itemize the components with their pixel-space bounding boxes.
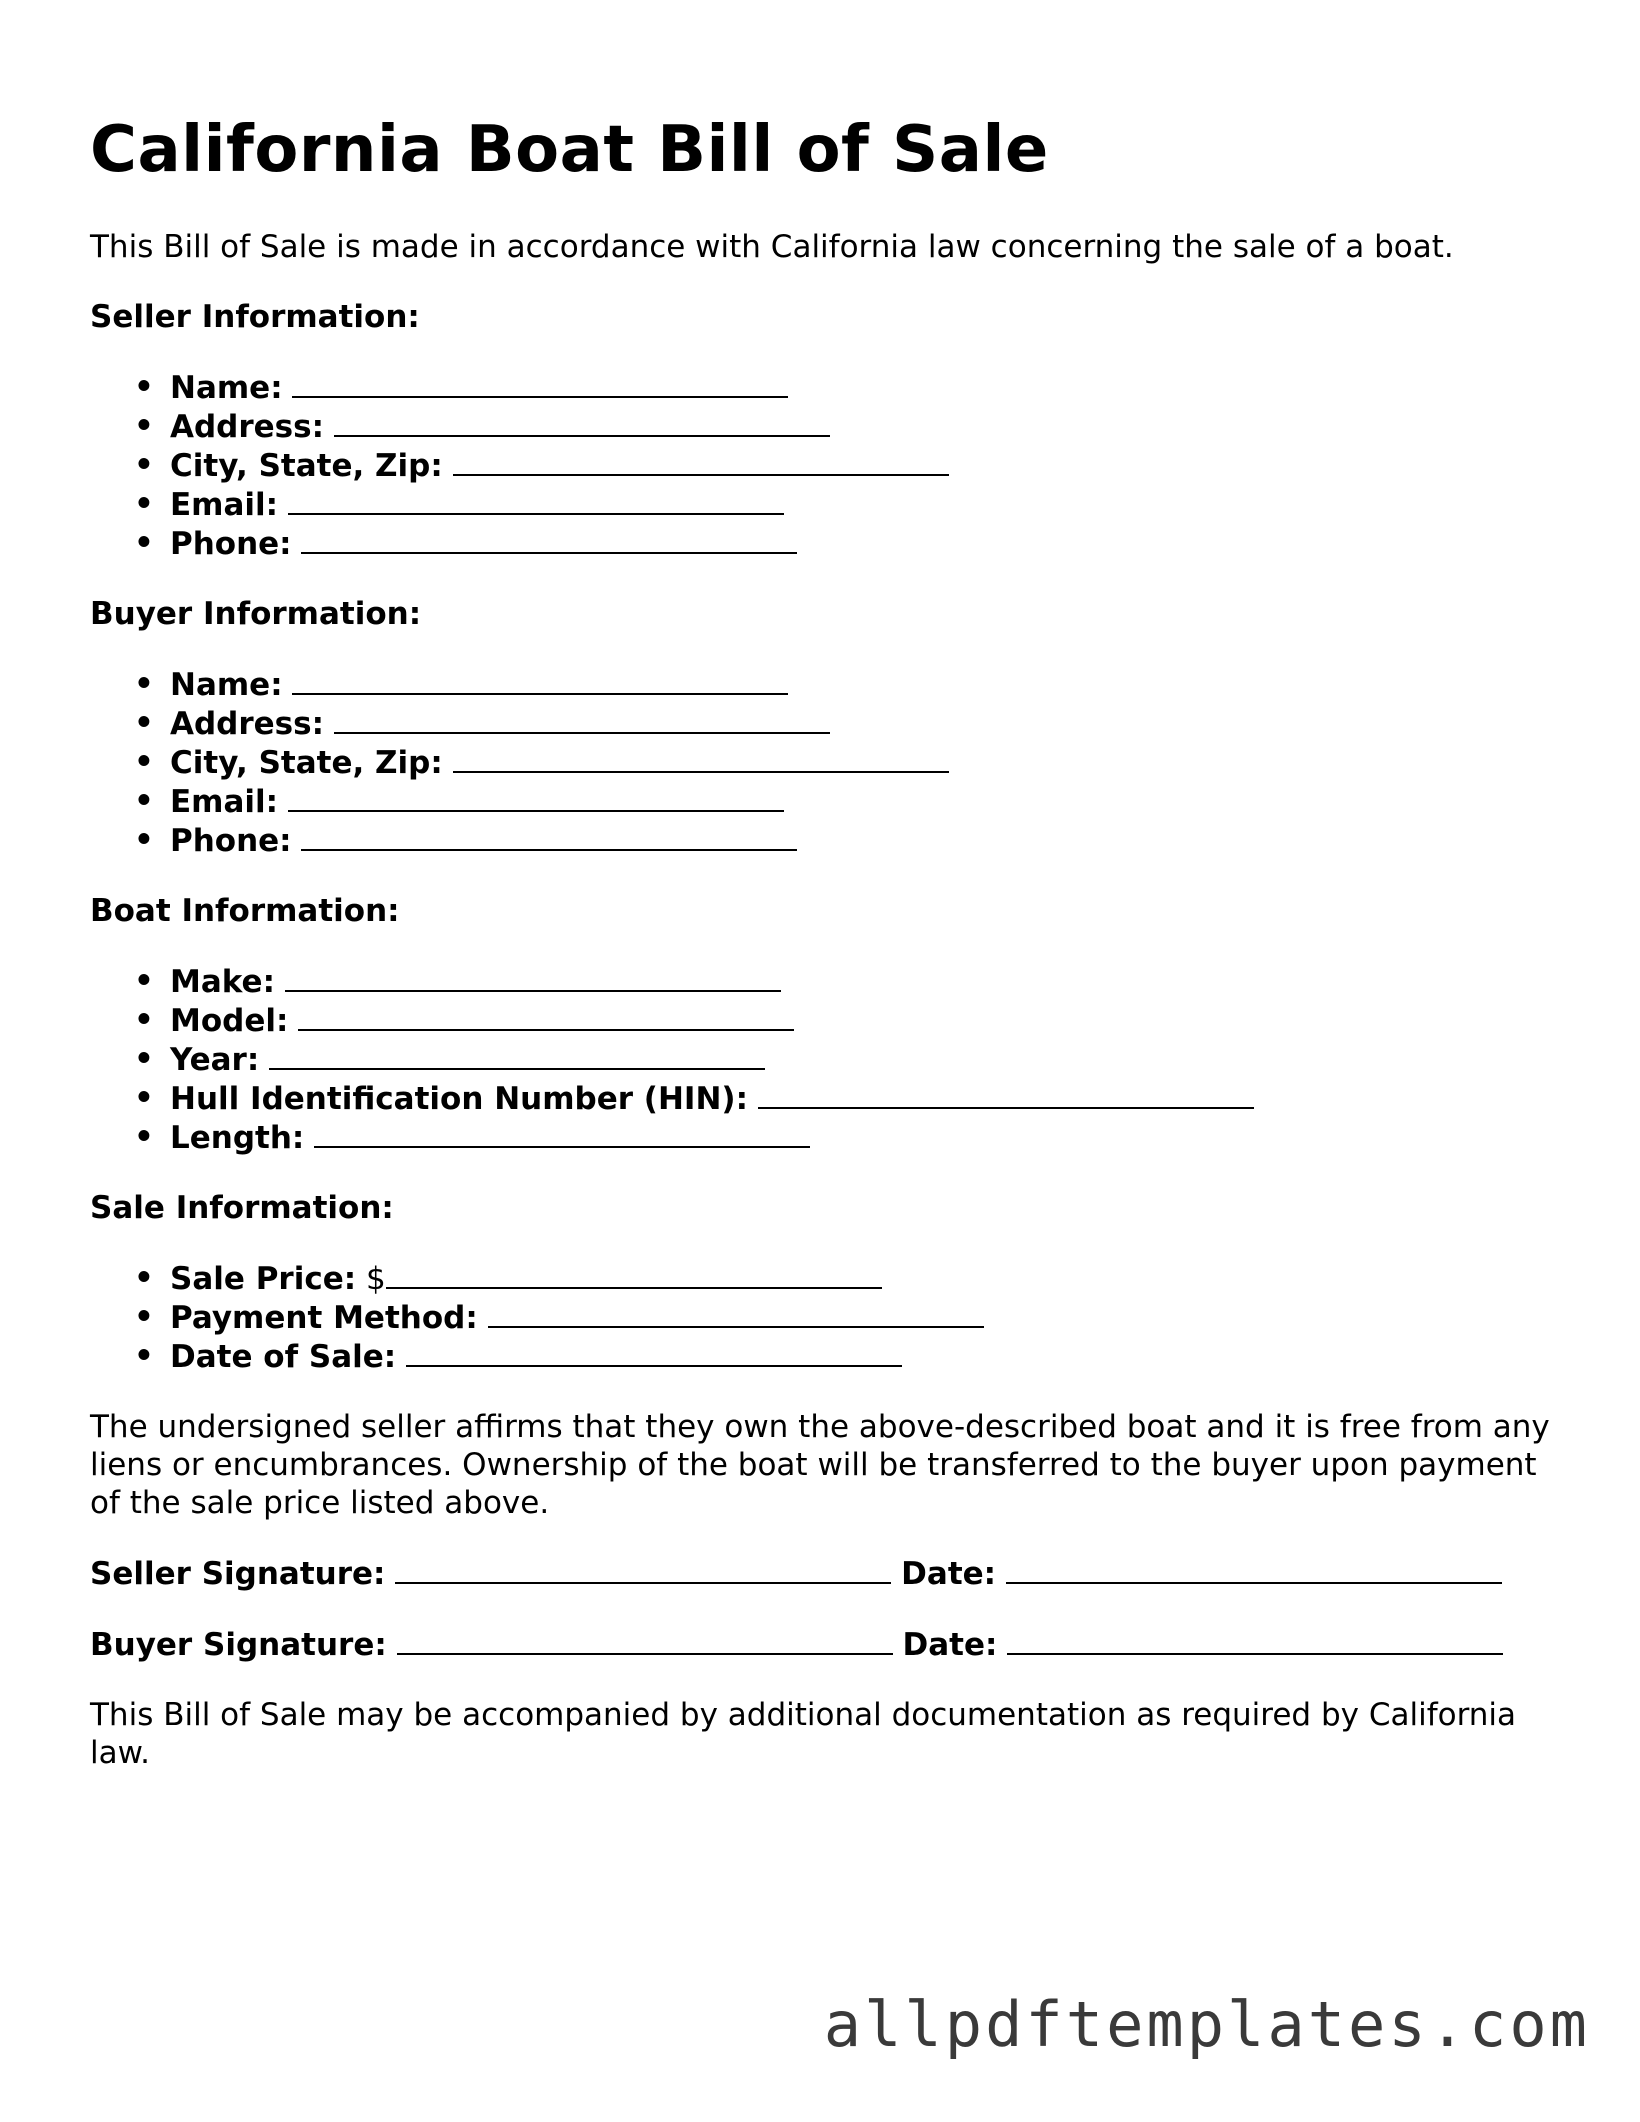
seller-address-item	[90, 407, 1570, 446]
buyer-phone-item	[90, 821, 1570, 860]
bullet-icon: •	[134, 822, 154, 858]
bullet-icon: •	[134, 408, 154, 444]
bill-of-sale-document	[90, 108, 1570, 1772]
payment-method-blank[interactable]	[488, 1298, 984, 1328]
field-label: Email:	[170, 784, 279, 820]
payment-method-item	[90, 1298, 1570, 1337]
buyer-signature-line	[90, 1625, 1570, 1664]
page-title: California Boat Bill of Sale	[90, 113, 1049, 187]
seller-section-heading: Seller Information:	[90, 299, 420, 335]
buyer-name-item	[90, 665, 1570, 704]
field-label: Name:	[170, 667, 283, 703]
seller-city-state-zip-blank[interactable]	[453, 446, 949, 476]
buyer-signature-label: Buyer Signature:	[90, 1627, 387, 1663]
buyer-signature-blank[interactable]	[397, 1625, 893, 1655]
field-label: Sale Price:	[170, 1261, 357, 1297]
seller-email-item	[90, 485, 1570, 524]
sale-fields-list	[90, 1259, 1570, 1376]
buyer-fields-list	[90, 665, 1570, 860]
seller-signature-line	[90, 1554, 1570, 1593]
buyer-city-state-zip-item	[90, 743, 1570, 782]
bullet-icon: •	[134, 1119, 154, 1155]
sale-price-item	[90, 1259, 1570, 1298]
buyer-city-state-zip-blank[interactable]	[453, 743, 949, 773]
sale-section-heading: Sale Information:	[90, 1190, 394, 1226]
seller-signature-blank[interactable]	[395, 1554, 891, 1584]
boat-length-item	[90, 1118, 1570, 1157]
bullet-icon: •	[134, 525, 154, 561]
buyer-email-item	[90, 782, 1570, 821]
bullet-icon: •	[134, 1080, 154, 1116]
seller-date-blank[interactable]	[1006, 1554, 1502, 1584]
sale-price-blank[interactable]	[386, 1259, 882, 1289]
bullet-icon: •	[134, 1041, 154, 1077]
field-label: Date of Sale:	[170, 1339, 397, 1375]
field-label: Length:	[170, 1120, 305, 1156]
affirmation-paragraph: The undersigned seller affirms that they own the above-described boat and it is free from any liens or encumbrances. Ownership of the boat will be transferred to the buyer upon payment of the sale price listed above.	[90, 1409, 1550, 1521]
field-label: City, State, Zip:	[170, 745, 443, 781]
boat-model-item	[90, 1001, 1570, 1040]
field-label: Hull Identification Number (HIN):	[170, 1081, 748, 1117]
currency-symbol: $	[365, 1261, 386, 1297]
field-label: City, State, Zip:	[170, 448, 443, 484]
field-label: Address:	[170, 409, 324, 445]
seller-phone-item	[90, 524, 1570, 563]
field-label: Model:	[170, 1003, 289, 1039]
bullet-icon: •	[134, 486, 154, 522]
bullet-icon: •	[134, 783, 154, 819]
boat-hin-blank[interactable]	[758, 1079, 1254, 1109]
field-label: Payment Method:	[170, 1300, 478, 1336]
buyer-date-blank[interactable]	[1007, 1625, 1503, 1655]
boat-make-item	[90, 962, 1570, 1001]
bullet-icon: •	[134, 447, 154, 483]
bullet-icon: •	[134, 666, 154, 702]
seller-name-item	[90, 368, 1570, 407]
date-of-sale-blank[interactable]	[406, 1337, 902, 1367]
buyer-date-label: Date:	[902, 1627, 998, 1663]
bullet-icon: •	[134, 963, 154, 999]
seller-email-blank[interactable]	[288, 485, 784, 515]
field-label: Make:	[170, 964, 275, 1000]
intro-paragraph: This Bill of Sale is made in accordance with California law concerning the sale of a boat.	[90, 229, 1454, 265]
bullet-icon: •	[134, 1260, 154, 1296]
boat-length-blank[interactable]	[314, 1118, 810, 1148]
boat-section-heading: Boat Information:	[90, 893, 400, 929]
boat-fields-list	[90, 962, 1570, 1157]
boat-year-blank[interactable]	[269, 1040, 765, 1070]
buyer-address-blank[interactable]	[334, 704, 830, 734]
seller-signature-label: Seller Signature:	[90, 1556, 386, 1592]
buyer-name-blank[interactable]	[292, 665, 788, 695]
buyer-phone-blank[interactable]	[301, 821, 797, 851]
seller-fields-list	[90, 368, 1570, 563]
bullet-icon: •	[134, 1002, 154, 1038]
seller-date-label: Date:	[901, 1556, 997, 1592]
boat-year-item	[90, 1040, 1570, 1079]
field-label: Phone:	[170, 526, 292, 562]
boat-make-blank[interactable]	[285, 962, 781, 992]
field-label: Phone:	[170, 823, 292, 859]
seller-city-state-zip-item	[90, 446, 1570, 485]
field-label: Year:	[170, 1042, 260, 1078]
watermark-text: allpdftemplates.com	[823, 1988, 1590, 2061]
field-label: Name:	[170, 370, 283, 406]
seller-address-blank[interactable]	[334, 407, 830, 437]
bullet-icon: •	[134, 369, 154, 405]
bullet-icon: •	[134, 1338, 154, 1374]
bullet-icon: •	[134, 1299, 154, 1335]
bullet-icon: •	[134, 744, 154, 780]
boat-hin-item	[90, 1079, 1570, 1118]
boat-model-blank[interactable]	[298, 1001, 794, 1031]
buyer-section-heading: Buyer Information:	[90, 596, 422, 632]
seller-name-blank[interactable]	[292, 368, 788, 398]
seller-phone-blank[interactable]	[301, 524, 797, 554]
buyer-email-blank[interactable]	[288, 782, 784, 812]
date-of-sale-item	[90, 1337, 1570, 1376]
field-label: Email:	[170, 487, 279, 523]
bullet-icon: •	[134, 705, 154, 741]
footer-note: This Bill of Sale may be accompanied by additional documentation as required by California law.	[90, 1697, 1517, 1771]
field-label: Address:	[170, 706, 324, 742]
buyer-address-item	[90, 704, 1570, 743]
